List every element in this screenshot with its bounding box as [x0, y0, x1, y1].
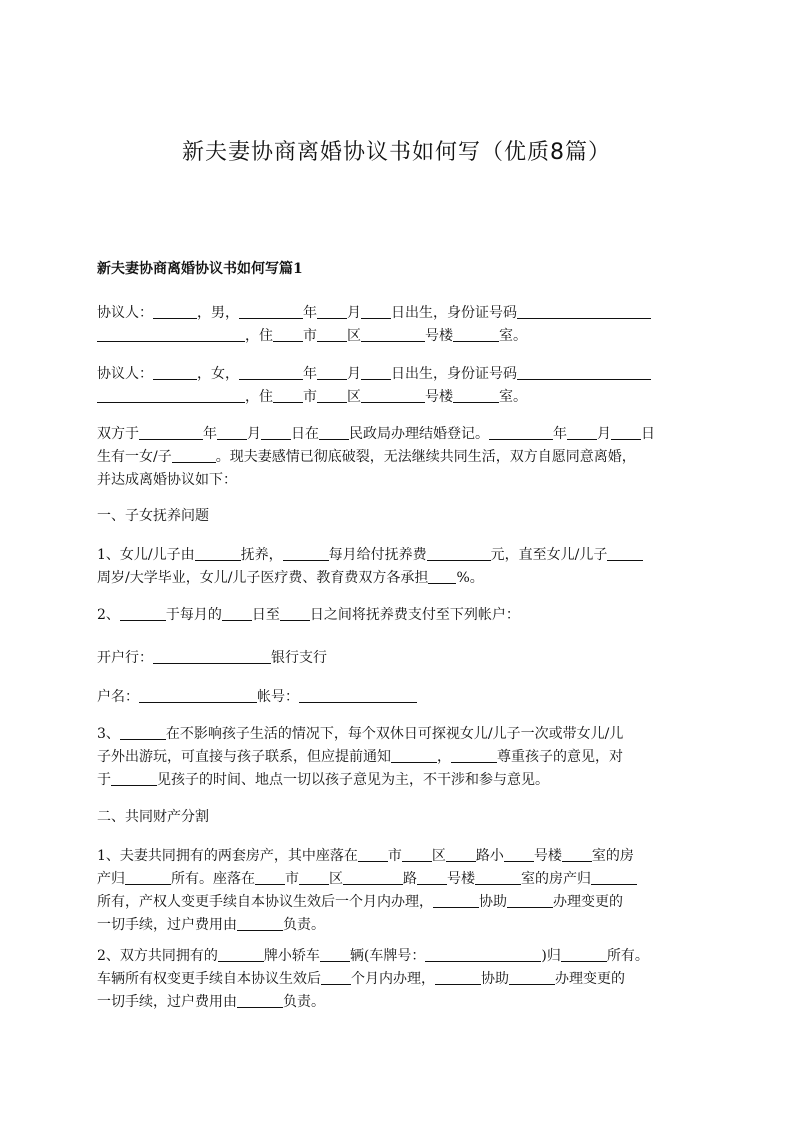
text: 室。	[499, 389, 527, 405]
blank-field[interactable]	[280, 606, 310, 621]
blank-field[interactable]	[172, 448, 216, 463]
text: 银行支行	[271, 650, 327, 666]
text: 于每月的	[165, 607, 222, 623]
blank-field[interactable]	[446, 847, 476, 862]
text: 负责。	[283, 917, 325, 933]
text: 帐号：	[257, 689, 299, 705]
text: ，男，	[197, 305, 239, 321]
text: 协助	[481, 971, 509, 987]
document-title: 新夫妻协商离婚协议书如何写（优质8篇）	[182, 140, 611, 165]
text: 路	[403, 871, 417, 887]
text: ，女，	[197, 366, 239, 382]
text: 号楼	[425, 389, 453, 405]
blank-field[interactable]	[611, 425, 641, 440]
text: 并达成离婚协议如下：	[97, 472, 237, 488]
text: 在不影响孩子生活的情况下，每个双休日可探视女儿/儿子一次或带女儿/儿	[165, 726, 624, 742]
blank-field[interactable]	[317, 365, 347, 380]
text: 日至	[251, 607, 280, 623]
blank-field[interactable]	[427, 546, 491, 561]
blank-field[interactable]	[283, 546, 329, 561]
text: 开户行：	[97, 650, 153, 666]
text: 1、夫妻共同拥有的两套房产，其中座落在	[97, 848, 358, 864]
text: )归	[541, 948, 561, 964]
text: 年	[303, 366, 317, 382]
text: 1、女儿/儿子由	[97, 547, 195, 563]
text: 室。	[499, 328, 527, 344]
blank-field[interactable]	[239, 304, 303, 319]
text: ，住	[245, 328, 273, 344]
text: 2、	[97, 607, 120, 623]
blank-field[interactable]	[320, 947, 350, 962]
blank-field[interactable]	[402, 847, 432, 862]
text: 所有，产权人变更手续自本协议生效后一个月内办理，	[97, 894, 433, 910]
blank-field[interactable]	[561, 947, 607, 962]
text: 年	[203, 426, 217, 442]
text: 日出生，身份证号码	[391, 366, 517, 382]
blank-field[interactable]	[237, 993, 283, 1008]
text: 元，直至女儿/儿子	[490, 547, 608, 563]
blank-field[interactable]	[391, 748, 437, 763]
child-support-item-3	[97, 723, 707, 792]
child-support-item-2	[97, 604, 707, 627]
text: 年	[303, 305, 317, 321]
text: 室的房	[591, 848, 634, 864]
text: 牌小轿车	[263, 948, 320, 964]
text: 抚养，	[240, 547, 283, 563]
text: 号楼	[447, 871, 475, 887]
blank-field[interactable]	[562, 847, 592, 862]
blank-field[interactable]	[317, 327, 347, 342]
property-item-2	[97, 945, 707, 1014]
blank-field[interactable]	[317, 388, 347, 403]
blank-field[interactable]	[453, 327, 499, 342]
blank-field[interactable]	[222, 606, 252, 621]
text: 双方于	[97, 426, 139, 442]
text: 区	[431, 848, 446, 864]
blank-field[interactable]	[299, 688, 417, 703]
section-title-children: 一、子女抚养问题	[97, 508, 209, 524]
blank-field[interactable]	[217, 425, 247, 440]
text: 一切手续，过户费用由	[97, 994, 237, 1010]
text: 路小	[475, 848, 504, 864]
child-support-item-1	[97, 544, 707, 590]
text: 月	[597, 426, 611, 442]
text: 日在	[291, 426, 319, 442]
blank-field[interactable]	[319, 425, 349, 440]
text: 负责。	[283, 994, 325, 1010]
text: 见孩子的时间、地点一切以孩子意见为主，不干涉和参与意见。	[157, 772, 549, 788]
party2-paragraph	[97, 363, 707, 409]
text: 协议人：	[97, 366, 153, 382]
text: 室的房产归	[521, 871, 591, 887]
blank-field[interactable]	[120, 725, 166, 740]
blank-field[interactable]	[111, 771, 157, 786]
blank-field[interactable]	[125, 870, 171, 885]
blank-field[interactable]	[517, 304, 651, 319]
text: 日出生，身份证号码	[391, 305, 517, 321]
blank-field[interactable]	[120, 606, 166, 621]
text: 市	[387, 848, 402, 864]
blank-field[interactable]	[343, 870, 403, 885]
text: 区	[329, 871, 343, 887]
text: 子外出游玩，可直接与孩子联系，但应提前通知	[97, 749, 391, 765]
blank-field[interactable]	[504, 847, 534, 862]
text: 3、	[97, 726, 120, 742]
text: 月	[347, 305, 361, 321]
marriage-paragraph	[97, 423, 707, 492]
text: 一切手续，过户费用由	[97, 917, 237, 933]
text: 号楼	[533, 848, 562, 864]
blank-field[interactable]	[218, 947, 264, 962]
text: 号楼	[425, 328, 453, 344]
blank-field[interactable]	[361, 365, 391, 380]
blank-field[interactable]	[273, 388, 303, 403]
blank-field[interactable]	[361, 327, 425, 342]
text: 办理变更的	[553, 894, 623, 910]
blank-field[interactable]	[591, 870, 637, 885]
text: 协助	[479, 894, 507, 910]
text: 产归	[97, 871, 125, 887]
property-item-1	[97, 845, 707, 937]
text: 户名：	[97, 689, 139, 705]
text: 市	[303, 389, 317, 405]
section-heading: 新夫妻协商离婚协议书如何写篇1	[97, 261, 303, 277]
bank-line	[97, 647, 707, 670]
text: 车辆所有权变更手续自本协议生效后	[97, 971, 321, 987]
blank-field[interactable]	[139, 688, 257, 703]
text: %。	[456, 570, 484, 586]
blank-field[interactable]	[361, 304, 391, 319]
text: 区	[347, 328, 361, 344]
text: 月	[347, 366, 361, 382]
text: 于	[97, 772, 111, 788]
blank-field[interactable]	[451, 748, 497, 763]
text: 民政局办理结婚登记。	[349, 426, 489, 442]
blank-field[interactable]	[97, 388, 245, 403]
text: 辆(车牌号：	[349, 948, 426, 964]
blank-field[interactable]	[489, 425, 553, 440]
text: 所有。	[606, 948, 649, 964]
blank-field[interactable]	[139, 425, 203, 440]
party1-paragraph	[97, 302, 707, 348]
text: 市	[303, 328, 317, 344]
blank-field[interactable]	[97, 327, 245, 342]
text: 日	[641, 426, 655, 442]
text: 年	[553, 426, 567, 442]
blank-field[interactable]	[153, 304, 197, 319]
text: 周岁/大学毕业，女儿/儿子医疗费、教育费双方各承担	[97, 570, 429, 586]
blank-field[interactable]	[195, 546, 241, 561]
blank-field[interactable]	[255, 870, 285, 885]
blank-field[interactable]	[273, 327, 303, 342]
section-title-property: 二、共同财产分割	[97, 809, 209, 825]
text: 办理变更的	[555, 971, 625, 987]
blank-field[interactable]	[239, 365, 303, 380]
text: 月	[247, 426, 261, 442]
blank-field[interactable]	[517, 365, 651, 380]
text: 区	[347, 389, 361, 405]
blank-field[interactable]	[453, 388, 499, 403]
text: 每月给付抚养费	[328, 547, 427, 563]
text: 日之间将抚养费支付至下列帐户：	[309, 607, 520, 623]
text: 尊重孩子的意见，对	[497, 749, 623, 765]
blank-field[interactable]	[428, 569, 456, 584]
blank-field[interactable]	[607, 546, 643, 561]
blank-field[interactable]	[361, 388, 425, 403]
text: 。现夫妻感情已彻底破裂，无法继续共同生活，双方自愿同意离婚，	[215, 449, 636, 465]
text: 协议人：	[97, 305, 153, 321]
blank-field[interactable]	[433, 893, 479, 908]
blank-field[interactable]	[435, 970, 481, 985]
text: 所有。座落在	[171, 871, 255, 887]
text: 生有一女/子	[97, 449, 172, 465]
text: ，	[437, 749, 451, 765]
text: ，住	[245, 389, 273, 405]
blank-field[interactable]	[417, 870, 447, 885]
text: 市	[285, 871, 299, 887]
blank-field[interactable]	[153, 365, 197, 380]
blank-field[interactable]	[237, 916, 283, 931]
blank-field[interactable]	[509, 970, 555, 985]
blank-field[interactable]	[261, 425, 291, 440]
blank-field[interactable]	[153, 649, 271, 664]
blank-field[interactable]	[299, 870, 329, 885]
text: 2、双方共同拥有的	[97, 948, 218, 964]
text: 个月内办理，	[351, 971, 435, 987]
blank-field[interactable]	[425, 947, 541, 962]
blank-field[interactable]	[507, 893, 553, 908]
account-line	[97, 686, 707, 709]
blank-field[interactable]	[567, 425, 597, 440]
blank-field[interactable]	[358, 847, 388, 862]
blank-field[interactable]	[321, 970, 351, 985]
blank-field[interactable]	[317, 304, 347, 319]
blank-field[interactable]	[475, 870, 521, 885]
